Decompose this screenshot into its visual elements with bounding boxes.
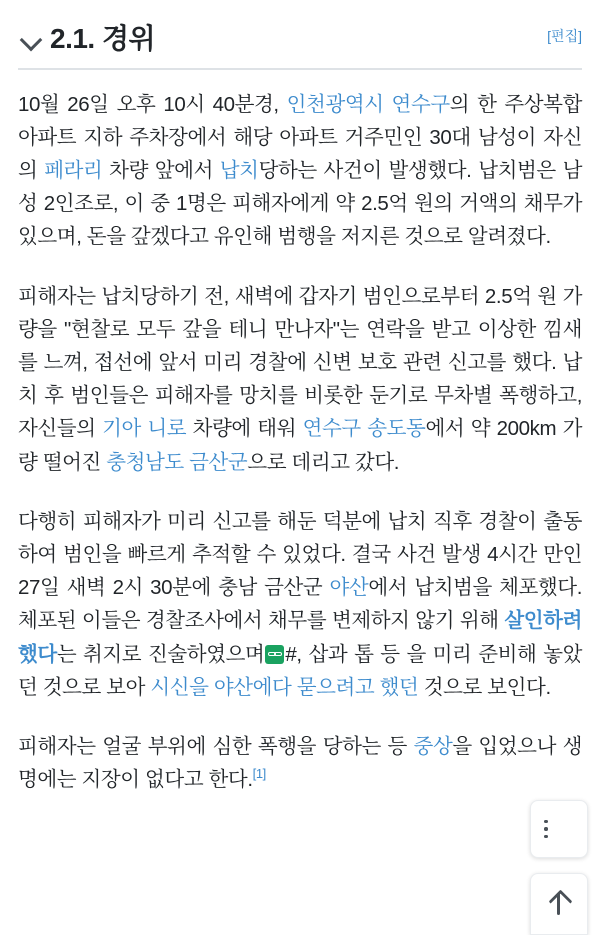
text-run: 는 취지로 진술하였으며 <box>56 642 265 666</box>
paragraph <box>18 88 582 254</box>
wiki-link[interactable]: 납치 <box>219 159 259 182</box>
wiki-link[interactable]: 페라리 <box>44 159 103 182</box>
section-heading <box>18 0 582 66</box>
chevron-down-icon[interactable] <box>18 26 44 52</box>
wiki-link[interactable]: 살인하려 했다 <box>18 609 582 666</box>
text-run: 것으로 보인다. <box>418 675 551 699</box>
text-run: 피해자는 얼굴 부위에 심한 폭행을 당하는 등 <box>18 735 414 759</box>
wiki-link[interactable]: 충청남도 금산군 <box>106 450 248 474</box>
text-run: 차량에 태워 <box>186 417 303 441</box>
text-run: 차량 앞에서 <box>102 159 220 182</box>
text-run: 피해자는 납치당하기 전, 새벽에 갑자기 범인으로부터 2.5억 원 가량을 "현찰로 모두 갚을 테니 만나자"는 연락을 받고 이상한 낌새를 느껴, 접선에 앞서 미리 경찰에 신변 보호 관련 신고를 했다. 납치 후 범인들은 피해자를 망치를 비롯한 둔기로 무차별 폭행하고, 자신들의 <box>18 284 582 441</box>
text-run: # <box>285 642 297 666</box>
wiki-link[interactable]: 연수구 송도동 <box>302 417 426 441</box>
table-of-contents-button[interactable] <box>530 800 588 858</box>
text-run: 에서 납치범을 체포했다. 체포된 이들은 경찰조사에서 채무를 변제하지 않기 위해 <box>18 576 582 633</box>
text-run: 으로 데리고 갔다. <box>247 450 400 474</box>
wiki-link[interactable]: 야산 <box>329 576 369 600</box>
wiki-link[interactable]: 중상 <box>413 735 453 759</box>
article-body <box>18 88 582 797</box>
text-run: 의 한 주상복합 아파트 지하 주차장에서 해당 아파트 거주민인 30대 남성이 자신의 <box>18 92 582 182</box>
wiki-link[interactable]: 기아 니로 <box>102 417 187 441</box>
text-run: 에서 약 200km 가량 떨어진 <box>18 417 582 474</box>
heading-divider <box>18 68 582 70</box>
page-title: 2.1. 경위 <box>50 23 156 54</box>
text-run: 다행히 피해자가 미리 신고를 해둔 덕분에 납치 직후 경찰이 출동하여 범인을 빠르게 추적할 수 있었다. 결국 사건 발생 4시간 만인 27일 새벽 2시 30분에 충남 금산군 <box>18 509 582 600</box>
footnote-ref[interactable]: [1] <box>252 766 266 782</box>
arrow-up-icon <box>547 890 571 916</box>
scroll-to-top-button[interactable] <box>530 873 588 935</box>
text-run: , 삽과 톱 등 을 미리 준비해 놓았던 것으로 보아 <box>18 642 583 699</box>
paragraph <box>18 280 582 479</box>
green-link-badge-icon[interactable] <box>265 645 284 664</box>
text-run: 10월 26일 오후 10시 40분경, <box>18 92 287 116</box>
text-run: 당하는 사건이 발생했다. 납치범은 남성 2인조로, 이 중 1명은 피해자에게 약 2.5억 원의 거액의 채무가 있으며, 돈을 갚겠다고 유인해 범행을 저지른 것으로 알려졌다. <box>18 159 582 249</box>
text-run: 을 입었으나 생명에는 지장이 없다고 한다. <box>18 735 583 792</box>
edit-link[interactable]: [편집] <box>547 28 582 44</box>
wiki-link[interactable]: 시신을 야산에다 묻으려고 했던 <box>150 675 419 699</box>
wiki-link[interactable]: 인천광역시 연수구 <box>286 92 450 116</box>
table-of-contents-icon <box>544 818 574 840</box>
paragraph <box>18 505 582 704</box>
paragraph <box>18 730 582 796</box>
